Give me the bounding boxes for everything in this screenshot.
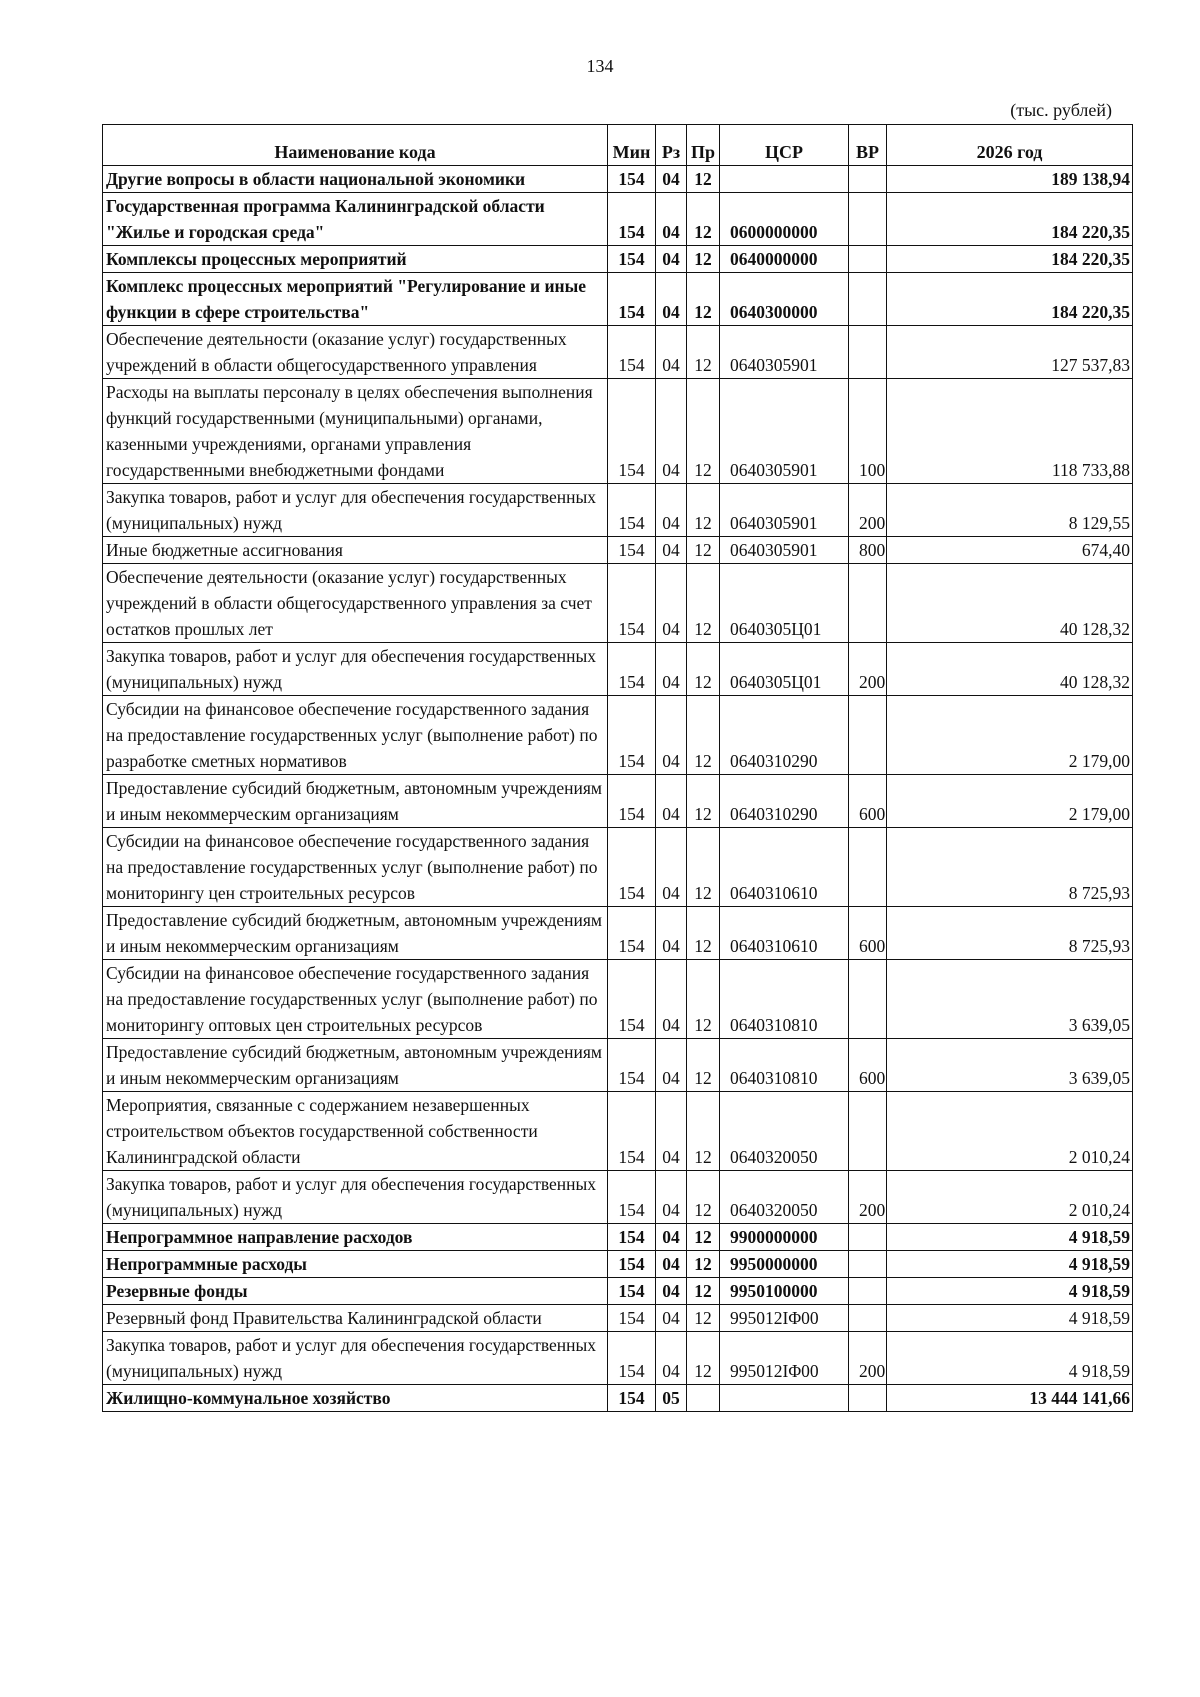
cell-csr: 0640305901	[720, 379, 849, 484]
cell-vr	[849, 326, 887, 379]
cell-rz: 04	[656, 537, 687, 564]
header-csr: ЦСР	[720, 125, 849, 166]
cell-min: 154	[608, 193, 656, 246]
cell-pr: 12	[687, 326, 720, 379]
cell-csr: 0640310810	[720, 1039, 849, 1092]
cell-name: Закупка товаров, работ и услуг для обеспечения государственных (муниципальных) нужд	[103, 1171, 608, 1224]
cell-name: Комплекс процессных мероприятий "Регулирование и иные функции в сфере строительства"	[103, 273, 608, 326]
cell-pr: 12	[687, 1171, 720, 1224]
cell-vr	[849, 1092, 887, 1171]
cell-name: Государственная программа Калининградской области "Жилье и городская среда"	[103, 193, 608, 246]
cell-csr	[720, 1385, 849, 1412]
cell-rz: 04	[656, 273, 687, 326]
cell-pr: 12	[687, 1305, 720, 1332]
cell-min: 154	[608, 166, 656, 193]
cell-name: Закупка товаров, работ и услуг для обеспечения государственных (муниципальных) нужд	[103, 643, 608, 696]
header-name: Наименование кода	[103, 125, 608, 166]
cell-csr: 0640305Ц01	[720, 564, 849, 643]
cell-sum: 2 179,00	[887, 775, 1133, 828]
cell-sum: 4 918,59	[887, 1305, 1133, 1332]
cell-vr	[849, 193, 887, 246]
cell-rz: 04	[656, 564, 687, 643]
cell-name: Непрограммное направление расходов	[103, 1224, 608, 1251]
table-row	[103, 273, 1133, 326]
cell-vr: 600	[849, 1039, 887, 1092]
cell-name: Обеспечение деятельности (оказание услуг) государственных учреждений в области общегосударственного управления за счет остатков прошлых лет	[103, 564, 608, 643]
cell-min: 154	[608, 246, 656, 273]
cell-rz: 04	[656, 1171, 687, 1224]
table-row	[103, 1224, 1133, 1251]
cell-min: 154	[608, 1092, 656, 1171]
cell-min: 154	[608, 1385, 656, 1412]
cell-pr: 12	[687, 537, 720, 564]
table-row	[103, 166, 1133, 193]
header-rz: Рз	[656, 125, 687, 166]
cell-vr: 600	[849, 775, 887, 828]
table-row	[103, 537, 1133, 564]
cell-name: Предоставление субсидий бюджетным, автономным учреждениям и иным некоммерческим организациям	[103, 1039, 608, 1092]
cell-vr	[849, 246, 887, 273]
cell-sum: 40 128,32	[887, 643, 1133, 696]
cell-pr: 12	[687, 1224, 720, 1251]
table-row	[103, 696, 1133, 775]
cell-csr: 0640000000	[720, 246, 849, 273]
cell-pr: 12	[687, 166, 720, 193]
cell-sum: 8 129,55	[887, 484, 1133, 537]
table-row	[103, 1039, 1133, 1092]
cell-min: 154	[608, 1278, 656, 1305]
cell-rz: 04	[656, 326, 687, 379]
cell-min: 154	[608, 1305, 656, 1332]
cell-vr: 600	[849, 907, 887, 960]
cell-rz: 04	[656, 193, 687, 246]
cell-pr: 12	[687, 960, 720, 1039]
cell-vr: 800	[849, 537, 887, 564]
cell-pr: 12	[687, 643, 720, 696]
table-row	[103, 484, 1133, 537]
cell-rz: 04	[656, 1278, 687, 1305]
cell-csr: 9900000000	[720, 1224, 849, 1251]
cell-pr	[687, 1385, 720, 1412]
cell-min: 154	[608, 696, 656, 775]
cell-min: 154	[608, 484, 656, 537]
cell-sum: 184 220,35	[887, 193, 1133, 246]
cell-csr: 0640305Ц01	[720, 643, 849, 696]
cell-vr	[849, 1278, 887, 1305]
cell-csr: 9950000000	[720, 1251, 849, 1278]
header-min: Мин	[608, 125, 656, 166]
cell-sum: 2 010,24	[887, 1171, 1133, 1224]
cell-rz: 04	[656, 484, 687, 537]
cell-csr: 0640310290	[720, 775, 849, 828]
cell-name: Субсидии на финансовое обеспечение государственного задания на предоставление государственных услуг (выполнение работ) по мониторингу оптовых цен строительных ресурсов	[103, 960, 608, 1039]
cell-min: 154	[608, 960, 656, 1039]
cell-min: 154	[608, 1171, 656, 1224]
cell-rz: 04	[656, 1332, 687, 1385]
cell-name: Мероприятия, связанные с содержанием незавершенных строительством объектов государственной собственности Калининградской области	[103, 1092, 608, 1171]
cell-name: Субсидии на финансовое обеспечение государственного задания на предоставление государственных услуг (выполнение работ) по мониторингу цен строительных ресурсов	[103, 828, 608, 907]
cell-vr: 200	[849, 484, 887, 537]
cell-pr: 12	[687, 379, 720, 484]
cell-vr	[849, 1305, 887, 1332]
cell-rz: 04	[656, 696, 687, 775]
cell-min: 154	[608, 1251, 656, 1278]
cell-rz: 04	[656, 379, 687, 484]
table-row	[103, 1332, 1133, 1385]
cell-vr	[849, 564, 887, 643]
cell-min: 154	[608, 1224, 656, 1251]
table-row	[103, 1171, 1133, 1224]
cell-vr: 200	[849, 1171, 887, 1224]
cell-pr: 12	[687, 273, 720, 326]
table-header	[103, 125, 1133, 166]
cell-min: 154	[608, 326, 656, 379]
cell-pr: 12	[687, 1092, 720, 1171]
cell-vr	[849, 1224, 887, 1251]
cell-rz: 04	[656, 907, 687, 960]
table-body	[103, 166, 1133, 1412]
cell-csr: 0640305901	[720, 326, 849, 379]
cell-sum: 4 918,59	[887, 1278, 1133, 1305]
header-pr: Пр	[687, 125, 720, 166]
cell-sum: 3 639,05	[887, 1039, 1133, 1092]
cell-vr	[849, 166, 887, 193]
cell-min: 154	[608, 537, 656, 564]
cell-pr: 12	[687, 828, 720, 907]
cell-vr	[849, 960, 887, 1039]
cell-pr: 12	[687, 1278, 720, 1305]
cell-csr: 995012ΙΦ00	[720, 1305, 849, 1332]
cell-sum: 127 537,83	[887, 326, 1133, 379]
cell-csr: 0640310290	[720, 696, 849, 775]
cell-csr: 0640305901	[720, 484, 849, 537]
cell-min: 154	[608, 828, 656, 907]
cell-name: Обеспечение деятельности (оказание услуг) государственных учреждений в области общегосударственного управления	[103, 326, 608, 379]
cell-csr: 0640310810	[720, 960, 849, 1039]
cell-rz: 04	[656, 1305, 687, 1332]
cell-pr: 12	[687, 696, 720, 775]
table-row	[103, 828, 1133, 907]
cell-min: 154	[608, 1332, 656, 1385]
cell-name: Закупка товаров, работ и услуг для обеспечения государственных (муниципальных) нужд	[103, 484, 608, 537]
table-row	[103, 1278, 1133, 1305]
cell-vr	[849, 828, 887, 907]
cell-csr: 0640310610	[720, 828, 849, 907]
cell-vr	[849, 1251, 887, 1278]
table-row	[103, 775, 1133, 828]
cell-sum: 184 220,35	[887, 273, 1133, 326]
cell-sum: 13 444 141,66	[887, 1385, 1133, 1412]
cell-sum: 40 128,32	[887, 564, 1133, 643]
header-vr: ВР	[849, 125, 887, 166]
cell-csr: 9950100000	[720, 1278, 849, 1305]
table-row	[103, 379, 1133, 484]
cell-sum: 8 725,93	[887, 828, 1133, 907]
cell-min: 154	[608, 775, 656, 828]
cell-rz: 04	[656, 775, 687, 828]
cell-vr	[849, 696, 887, 775]
cell-sum: 2 179,00	[887, 696, 1133, 775]
cell-csr: 0640305901	[720, 537, 849, 564]
page-number: 134	[586, 56, 614, 76]
cell-min: 154	[608, 564, 656, 643]
budget-table	[102, 124, 1133, 1412]
cell-sum: 8 725,93	[887, 907, 1133, 960]
cell-pr: 12	[687, 907, 720, 960]
cell-min: 154	[608, 273, 656, 326]
cell-min: 154	[608, 1039, 656, 1092]
cell-rz: 04	[656, 1092, 687, 1171]
cell-sum: 184 220,35	[887, 246, 1133, 273]
cell-rz: 04	[656, 1251, 687, 1278]
table-row	[103, 907, 1133, 960]
cell-csr: 0640320050	[720, 1092, 849, 1171]
cell-pr: 12	[687, 564, 720, 643]
cell-name: Предоставление субсидий бюджетным, автономным учреждениям и иным некоммерческим организациям	[103, 907, 608, 960]
cell-sum: 4 918,59	[887, 1224, 1133, 1251]
cell-csr: 0600000000	[720, 193, 849, 246]
cell-sum: 4 918,59	[887, 1251, 1133, 1278]
cell-name: Комплексы процессных мероприятий	[103, 246, 608, 273]
cell-name: Расходы на выплаты персоналу в целях обеспечения выполнения функций государственными (муниципальными) органами, казенными учреждениями, органами управления государственными внебюджетными фондами	[103, 379, 608, 484]
cell-sum: 2 010,24	[887, 1092, 1133, 1171]
cell-csr: 0640320050	[720, 1171, 849, 1224]
table-row	[103, 1092, 1133, 1171]
cell-sum: 3 639,05	[887, 960, 1133, 1039]
cell-vr	[849, 273, 887, 326]
cell-pr: 12	[687, 484, 720, 537]
cell-rz: 04	[656, 828, 687, 907]
cell-pr: 12	[687, 775, 720, 828]
cell-vr	[849, 1385, 887, 1412]
cell-name: Субсидии на финансовое обеспечение государственного задания на предоставление государственных услуг (выполнение работ) по разработке сметных нормативов	[103, 696, 608, 775]
cell-rz: 04	[656, 643, 687, 696]
cell-name: Резервные фонды	[103, 1278, 608, 1305]
table-row	[103, 326, 1133, 379]
cell-pr: 12	[687, 1332, 720, 1385]
cell-sum: 674,40	[887, 537, 1133, 564]
table-row	[103, 1385, 1133, 1412]
cell-vr: 200	[849, 643, 887, 696]
cell-rz: 04	[656, 166, 687, 193]
cell-csr: 0640310610	[720, 907, 849, 960]
table-row	[103, 246, 1133, 273]
cell-vr: 200	[849, 1332, 887, 1385]
cell-rz: 04	[656, 960, 687, 1039]
cell-pr: 12	[687, 1251, 720, 1278]
cell-name: Закупка товаров, работ и услуг для обеспечения государственных (муниципальных) нужд	[103, 1332, 608, 1385]
cell-sum: 118 733,88	[887, 379, 1133, 484]
cell-name: Другие вопросы в области национальной экономики	[103, 166, 608, 193]
table-row	[103, 960, 1133, 1039]
table-row	[103, 193, 1133, 246]
header-sum: 2026 год	[887, 125, 1133, 166]
table-row	[103, 1251, 1133, 1278]
cell-name: Жилищно-коммунальное хозяйство	[103, 1385, 608, 1412]
cell-rz: 04	[656, 246, 687, 273]
cell-name: Резервный фонд Правительства Калининградской области	[103, 1305, 608, 1332]
cell-sum: 4 918,59	[887, 1332, 1133, 1385]
table-row	[103, 643, 1133, 696]
cell-rz: 04	[656, 1224, 687, 1251]
cell-pr: 12	[687, 193, 720, 246]
cell-pr: 12	[687, 1039, 720, 1092]
table-row	[103, 564, 1133, 643]
cell-name: Предоставление субсидий бюджетным, автономным учреждениям и иным некоммерческим организациям	[103, 775, 608, 828]
cell-pr: 12	[687, 246, 720, 273]
cell-csr	[720, 166, 849, 193]
cell-csr: 0640300000	[720, 273, 849, 326]
cell-csr: 995012ΙΦ00	[720, 1332, 849, 1385]
cell-name: Иные бюджетные ассигнования	[103, 537, 608, 564]
units-label: (тыс. рублей)	[1010, 100, 1112, 120]
cell-min: 154	[608, 379, 656, 484]
cell-rz: 05	[656, 1385, 687, 1412]
cell-rz: 04	[656, 1039, 687, 1092]
cell-name: Непрограммные расходы	[103, 1251, 608, 1278]
cell-min: 154	[608, 907, 656, 960]
cell-sum: 189 138,94	[887, 166, 1133, 193]
table-row	[103, 1305, 1133, 1332]
cell-min: 154	[608, 643, 656, 696]
cell-vr: 100	[849, 379, 887, 484]
